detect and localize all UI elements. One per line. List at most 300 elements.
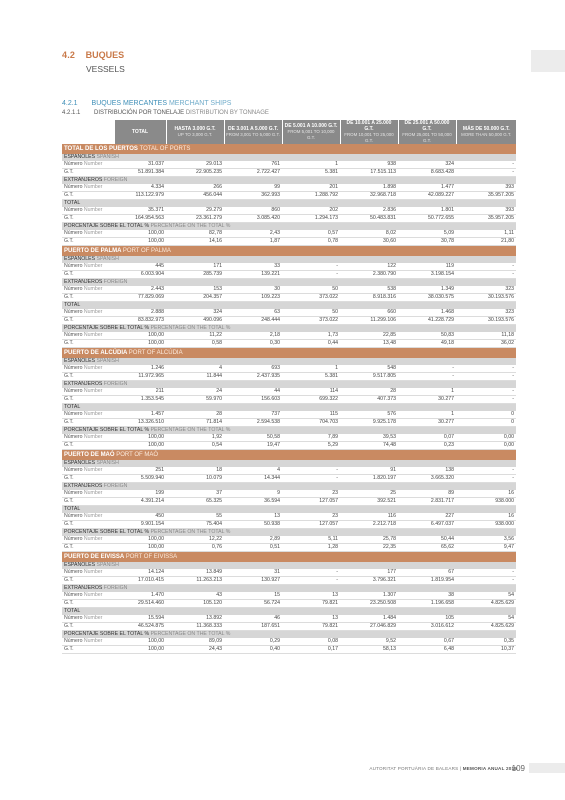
row-label [62,286,114,294]
table-cell: 30.193.576 [456,317,516,325]
table-cell: 4 [224,467,282,475]
side-tab-marker [531,50,565,72]
row-label [62,646,114,654]
group-percentage-en: PERCENTAGE ON THE TOTAL % [150,529,231,535]
table-row [62,646,516,654]
table-cell: 1.468 [398,309,456,317]
table-cell: 13,48 [340,340,398,348]
table-row [62,442,516,450]
table-cell: 35.957.205 [456,192,516,200]
table-cell: 54 [456,615,516,623]
table-cell: 323 [456,309,516,317]
group-spanish-label [62,256,516,263]
table-cell: 13.849 [166,569,224,577]
table-cell: 737 [224,411,282,419]
table-cell: 21,80 [456,238,516,246]
table-cell: 0,00 [456,434,516,442]
table-row [62,490,516,498]
table-cell: 16 [456,490,516,498]
table-cell: 1.898 [340,184,398,192]
row-label [62,467,114,475]
table-cell: 4.334 [114,184,166,192]
row-label-gt: G.T. [64,215,74,222]
table-cell: 36,02 [456,340,516,348]
footer-report: MEMORIA ANUAL 2015 [462,766,517,771]
table-cell: 938 [340,161,398,169]
port-title-es: TOTAL DE LOS PUERTOS [64,146,138,152]
table-cell: 35.371 [114,207,166,215]
column-header-es: DE 25.001 A 50.000 G.T. [404,120,450,132]
table-cell: 9,52 [340,638,398,646]
table-cell: 100,00 [114,340,166,348]
group-percentage-en: PERCENTAGE ON THE TOTAL % [150,427,231,433]
row-label [62,238,114,246]
row-label-gt: G.T. [64,544,74,551]
column-header [398,120,456,144]
table-cell: 36.594 [224,498,282,506]
port-title-en: TOTAL OF PORTS [139,146,191,152]
group-total-label [62,404,516,412]
table-row [62,309,516,317]
column-header [282,120,340,144]
table-cell: 8,02 [340,230,398,238]
table-cell: 43 [166,592,224,600]
row-label-es: Número [64,536,83,543]
table-cell: 2.380.790 [340,271,398,279]
row-label [62,388,114,396]
group-spanish-en: SPANISH [96,256,119,262]
table-cell: 9.901.154 [114,521,166,529]
group-foreign [62,483,516,491]
row-label-es: Número [64,332,83,339]
row-label-en: Number [83,309,103,316]
table-row [62,592,516,600]
table-row [62,475,516,483]
table-cell: 50.483.831 [340,215,398,223]
row-label-en: Number [83,615,103,622]
column-header-es: HASTA 3.000 G.T. [174,126,216,132]
table-cell: 127.057 [282,498,340,506]
group-total [62,506,516,514]
table-cell: 2.831.717 [398,498,456,506]
group-total-es: TOTAL [64,302,81,308]
table-cell: 15.594 [114,615,166,623]
footer-tab-marker [529,763,565,773]
table-cell: 27.046.829 [340,623,398,631]
table-cell: 42.089.227 [398,192,456,200]
table-cell: 5.381 [282,373,340,381]
table-cell: 116 [340,513,398,521]
table-cell: 704.703 [282,419,340,427]
table-cell: - [398,373,456,381]
port-header-row [62,144,516,154]
table-cell: 373.022 [282,294,340,302]
row-label [62,215,114,223]
row-label [62,577,114,585]
table-cell: - [456,169,516,177]
table-cell: 37 [166,490,224,498]
table-cell: 130.927 [224,577,282,585]
group-total [62,200,516,208]
group-total-label [62,200,516,208]
table-row [62,192,516,200]
table-cell: 19,47 [224,442,282,450]
table-header-row [62,120,516,144]
table-cell: 71.814 [166,419,224,427]
column-header-es: DE 10.001 A 25.000 G.T. [346,120,392,132]
row-label-es: Número [64,161,83,168]
table-row [62,396,516,404]
table-cell: 490.096 [166,317,224,325]
group-spanish [62,154,516,161]
table-cell: 0,44 [282,340,340,348]
table-cell: 2,43 [224,230,282,238]
group-spanish-label [62,460,516,467]
group-percentage [62,529,516,537]
table-cell: 0 [456,419,516,427]
row-label-en: Number [83,513,103,520]
group-foreign-en: FOREIGN [103,279,128,285]
table-cell: 199 [114,490,166,498]
group-total-label [62,506,516,514]
table-cell: 266 [166,184,224,192]
row-label-gt: G.T. [64,340,74,347]
table-cell: 6.497.037 [398,521,456,529]
table-cell: 79.821 [282,623,340,631]
group-percentage-es: PORCENTAJE SOBRE EL TOTAL % [64,427,150,433]
group-foreign-es: EXTRANJEROS [64,381,103,387]
table-cell: 177 [340,569,398,577]
row-label [62,271,114,279]
group-percentage-es: PORCENTAJE SOBRE EL TOTAL % [64,529,150,535]
subsection-title-es: BUQUES MERCANTES [91,100,167,107]
table-cell: 4.825.629 [456,623,516,631]
row-label-es: Número [64,207,83,214]
row-label-es: Número [64,638,83,645]
table-cell: 105 [398,615,456,623]
table-cell: 65.325 [166,498,224,506]
table-cell: 9.925.178 [340,419,398,427]
table-row [62,419,516,427]
table-cell: 1.288.792 [282,192,340,200]
table-row [62,317,516,325]
column-header [114,120,166,144]
table-cell: 114 [282,388,340,396]
group-spanish [62,358,516,365]
group-spanish-label [62,358,516,365]
table-cell: 46 [224,615,282,623]
table-cell: 14.344 [224,475,282,483]
table-row [62,238,516,246]
table-cell: 10.079 [166,475,224,483]
table-cell: 30.193.576 [456,294,516,302]
row-label-es: Número [64,309,83,316]
table-cell: 24,43 [166,646,224,654]
row-label-gt: G.T. [64,419,74,426]
group-percentage [62,631,516,639]
port-title [62,144,516,154]
table-cell: 105.120 [166,600,224,608]
group-spanish [62,562,516,569]
group-percentage [62,325,516,333]
table-row [62,388,516,396]
group-foreign-label [62,483,516,491]
table-cell: 51.891.384 [114,169,166,177]
table-cell: 860 [224,207,282,215]
table-cell: 50,83 [398,332,456,340]
group-total [62,608,516,616]
table-cell: 1,28 [282,544,340,552]
port-title-es: PUERTO DE PALMA [64,248,122,254]
footer-org: AUTORITAT PORTUÀRIA DE BALEARS [369,766,459,771]
row-label-en: Number [83,592,103,599]
table-cell: 204.357 [166,294,224,302]
table-row [62,230,516,238]
table-cell: 0,35 [456,638,516,646]
table-cell: 407.373 [340,396,398,404]
table-cell: - [456,396,516,404]
row-label [62,638,114,646]
table-cell: 548 [340,365,398,373]
table-cell: 2.888 [114,309,166,317]
port-header-row [62,552,516,563]
table-row [62,600,516,608]
table-row [62,623,516,631]
table-cell: 50 [282,309,340,317]
table-cell: 89,09 [166,638,224,646]
table-cell: 30,60 [340,238,398,246]
row-label-es: Número [64,411,83,418]
table-cell: 2,18 [224,332,282,340]
table-cell: 761 [224,161,282,169]
table-cell: 693 [224,365,282,373]
row-label [62,615,114,623]
group-spanish-en: SPANISH [96,358,119,364]
table-cell: 285.739 [166,271,224,279]
table-cell: 30,78 [398,238,456,246]
table-cell: 59.970 [166,396,224,404]
table-cell: - [456,263,516,271]
table-cell: 201 [282,184,340,192]
table-cell: - [456,271,516,279]
table-cell: 3,56 [456,536,516,544]
row-label-gt: G.T. [64,646,74,653]
table-cell: 0,07 [398,434,456,442]
table-cell: 33 [224,263,282,271]
table-cell: 22.905.235 [166,169,224,177]
row-label-es: Número [64,365,83,372]
table-cell: 30.277 [398,396,456,404]
row-label-en: Number [83,184,103,191]
table-title-es: DISTRIBUCIÓN POR TONELAJE [94,110,185,116]
table-cell: 25 [340,490,398,498]
row-label-en: Number [83,332,103,339]
table-cell: 3.085.420 [224,215,282,223]
table-cell: 660 [340,309,398,317]
group-percentage-label [62,631,516,639]
table-cell: 1.484 [340,615,398,623]
column-header-en: FROM 25,001 TO 50,000 G.T. [402,132,452,143]
group-foreign-es: EXTRANJEROS [64,483,103,489]
group-foreign-en: FOREIGN [103,177,128,183]
table-cell: 2.443 [114,286,166,294]
table-cell: 153 [166,286,224,294]
table-cell: 0,57 [282,230,340,238]
table-cell: 5,11 [282,536,340,544]
column-header-en: UP TO 3,000 G.T. [177,132,213,137]
row-label [62,569,114,577]
row-label [62,332,114,340]
row-label-es: Número [64,230,83,237]
group-spanish [62,460,516,467]
table-cell: 1 [398,411,456,419]
port-title-es: PUERTO DE MAÓ [64,452,115,458]
port-header-row [62,348,516,359]
group-foreign [62,585,516,593]
table-cell: 211 [114,388,166,396]
table-cell: 23 [282,513,340,521]
table-cell: 74,48 [340,442,398,450]
table-cell: 2,89 [224,536,282,544]
port-title-en: PORT OF PALMA [122,248,171,254]
table-cell: 100,00 [114,434,166,442]
row-label-gt: G.T. [64,238,74,245]
table-cell: 0,54 [166,442,224,450]
table-cell: 362.993 [224,192,282,200]
row-label [62,475,114,483]
table-cell: 0,23 [398,442,456,450]
table-cell: 1.819.954 [398,577,456,585]
table-cell: 22,85 [340,332,398,340]
table-cell: 4 [166,365,224,373]
footer-separator: | [459,766,462,771]
row-label [62,411,114,419]
group-total-es: TOTAL [64,506,81,512]
row-label [62,340,114,348]
table-cell: 23.361.279 [166,215,224,223]
row-label-en: Number [83,365,103,372]
table-row [62,365,516,373]
table-cell: 55 [166,513,224,521]
table-cell: 1.294.173 [282,215,340,223]
column-header [166,120,224,144]
table-cell: 1,73 [282,332,340,340]
table-cell: 100,00 [114,646,166,654]
table-cell: 14,16 [166,238,224,246]
port-title-en: PORT OF MAÓ [116,452,159,458]
column-header-en: FROM 3,001 TO 5,000 G.T. [226,132,280,137]
column-header-en: MORE THAN 50,000 G.T. [461,132,512,137]
column-header-es: MÁS DE 50.000 G.T. [462,126,510,132]
table-cell: 0 [456,411,516,419]
table-cell: 22,35 [340,544,398,552]
table-row [62,340,516,348]
row-label-en: Number [83,161,103,168]
row-label-gt: G.T. [64,475,74,482]
port-title [62,552,516,563]
row-label-en: Number [83,434,103,441]
table-cell: 1,11 [456,230,516,238]
table-cell: 13.326.510 [114,419,166,427]
group-foreign-en: FOREIGN [103,483,128,489]
row-label-gt: G.T. [64,192,74,199]
table-cell: 63 [224,309,282,317]
table-cell: 7,89 [282,434,340,442]
table-cell: 1 [398,388,456,396]
table-cell: - [282,263,340,271]
table-row [62,615,516,623]
group-percentage [62,223,516,231]
port-title [62,246,516,257]
row-label-gt: G.T. [64,169,74,176]
table-cell: 576 [340,411,398,419]
table-cell: 119 [398,263,456,271]
table-cell: 77.829.069 [114,294,166,302]
table-cell: 3.016.612 [398,623,456,631]
group-total-es: TOTAL [64,404,81,410]
column-header [224,120,282,144]
section-number: 4.2 [62,50,76,60]
row-label-gt: G.T. [64,271,74,278]
table-cell: 9,47 [456,544,516,552]
table-cell: 79.821 [282,600,340,608]
port-header-row [62,450,516,461]
table-cell: 1.457 [114,411,166,419]
group-foreign [62,381,516,389]
table-cell: 324 [398,161,456,169]
table-cell: 0,76 [166,544,224,552]
table-cell: 115 [282,411,340,419]
row-label-en: Number [83,569,103,576]
table-cell: 11,22 [166,332,224,340]
table-cell: 25,78 [340,536,398,544]
table-cell: 30.277 [398,419,456,427]
table-cell: 1.353.545 [114,396,166,404]
row-label-es: Número [64,184,83,191]
column-header [456,120,516,144]
row-label-gt: G.T. [64,623,74,630]
table-row [62,161,516,169]
group-total [62,404,516,412]
table-cell: 32.968.718 [340,192,398,200]
group-percentage-es: PORCENTAJE SOBRE EL TOTAL % [64,325,150,331]
group-total-es: TOTAL [64,200,81,206]
table-row [62,207,516,215]
table-cell: 0,17 [282,646,340,654]
table-cell: 2.722.427 [224,169,282,177]
row-label-gt: G.T. [64,317,74,324]
column-header-es: DE 3.001 A 5.000 G.T. [228,126,278,132]
group-total-label [62,608,516,616]
table-cell: 50.772.655 [398,215,456,223]
table-cell: 171 [166,263,224,271]
table-cell: 0,67 [398,638,456,646]
table-cell: - [282,467,340,475]
group-spanish-label [62,562,516,569]
table-cell: - [456,569,516,577]
row-label [62,230,114,238]
table-row [62,569,516,577]
group-foreign-label [62,381,516,389]
port-title [62,348,516,359]
row-label-es: Número [64,513,83,520]
table-row [62,434,516,442]
table-cell: 113.122.979 [114,192,166,200]
subsection-heading [62,100,231,107]
table-cell: - [398,365,456,373]
row-label-es: Número [64,263,83,270]
column-header-es: TOTAL [131,129,149,135]
